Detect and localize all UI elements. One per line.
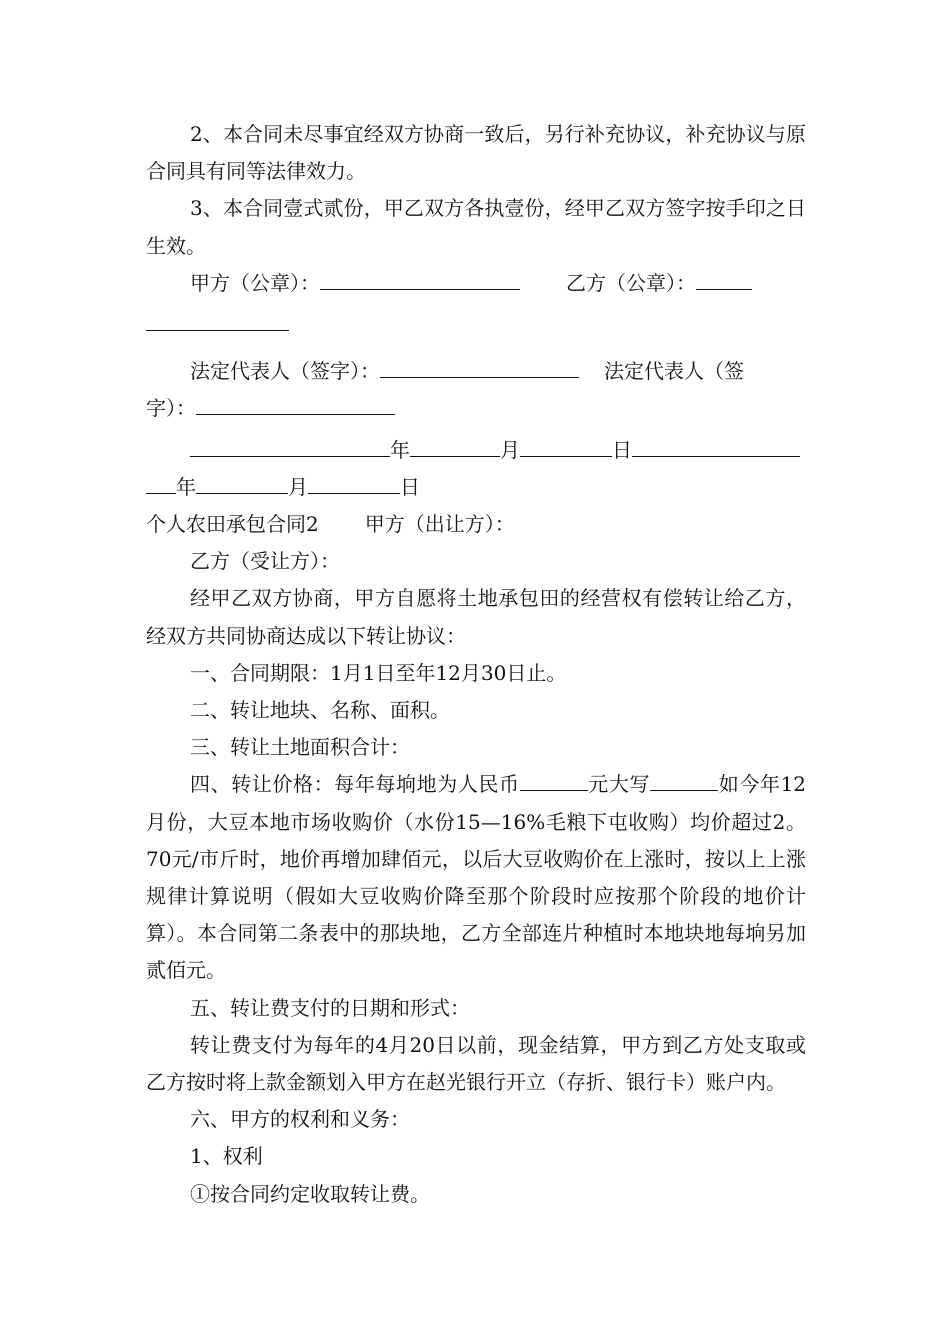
seal-line (146, 265, 806, 302)
clause-term: 一、合同期限：1月1日至年12月30日止。 (190, 660, 567, 685)
rep-line (146, 353, 806, 390)
clause-payment-body: 转让费支付为每年的4月20日以前，现金结算，甲方到乙方处支取或乙方按时将上款金额划入甲方在赵光银行开立（存折、银行卡）账户内。 (146, 1032, 806, 1095)
date-line-cont (146, 469, 806, 506)
contract-title-line (146, 506, 806, 543)
date-year-label: 年 (390, 437, 410, 462)
price-blank-1 (520, 770, 588, 791)
clause-price (146, 766, 806, 989)
date-blank-4 (632, 436, 800, 457)
party-b-rep-blank (196, 394, 395, 415)
paragraph-copies: 3、本合同壹式贰份，甲乙双方各执壹份，经甲乙双方签字按手印之日生效。 (146, 196, 806, 258)
party-a-rep-label: 法定代表人（签字）： (190, 359, 380, 384)
clause-rights-item-1: ①按合同约定收取转让费。 (190, 1181, 430, 1206)
party-b-label: 乙方（受让方）： (190, 549, 340, 574)
party-b-rep-label: 法定代表人（签 (604, 359, 744, 384)
date-day-label-2: 日 (400, 474, 420, 499)
party-b-seal-blank-cont (146, 310, 289, 331)
seal-line-cont (146, 306, 806, 343)
party-a-seal-label: 甲方（公章）： (190, 270, 320, 295)
date-day-label: 日 (612, 437, 632, 462)
clause-rights-heading: 1、权利 (190, 1144, 263, 1169)
rep-line-cont (146, 390, 806, 427)
date-month-label: 月 (500, 437, 520, 462)
date-blank-1 (190, 436, 390, 457)
party-a-label: 甲方（出让方）： (364, 512, 515, 537)
contract-title: 个人农田承包合同2 (146, 512, 319, 537)
clause-payment: 五、转让费支付的日期和形式： (190, 995, 470, 1020)
party-b-seal-blank (696, 269, 752, 290)
document-page (146, 116, 806, 1213)
date-blank-5 (146, 473, 176, 494)
date-month-label-2: 月 (288, 474, 308, 499)
price-blank-2 (650, 770, 718, 791)
date-year-label-2: 年 (176, 474, 196, 499)
party-a-seal-blank (320, 269, 520, 290)
party-a-rep-blank (380, 357, 579, 378)
date-blank-6 (196, 473, 288, 494)
date-blank-3 (520, 436, 612, 457)
clause-party-a-rights: 六、甲方的权利和义务： (190, 1107, 410, 1132)
clause-plot: 二、转让地块、名称、面积。 (190, 698, 450, 723)
paragraph-supplement: 2、本合同未尽事宜经双方协商一致后，另行补充协议，补充协议与原合同具有同等法律效力。 (146, 122, 806, 184)
date-blank-7 (308, 473, 400, 494)
paragraph-intro: 经甲乙双方协商，甲方自愿将土地承包田的经营权有偿转让给乙方，经双方共同协商达成以下转让协议： (146, 586, 806, 648)
date-line (146, 432, 806, 469)
clause-price-mid: 元大写 (587, 772, 651, 797)
clause-price-lead: 四、转让价格：每年每垧地为人民币 (190, 772, 520, 797)
clause-price-rest: 如今年12月份，大豆本地市场收购价（水份15—16%毛粮下屯收购）均价超过2。70元/市斤时，地价再增加肆佰元，以后大豆收购价在上涨时，按以上上涨规律计算说明（假如大豆收购价降至那个阶段时应按那个阶段的地价计算）。本合同第二条表中的那块地，乙方全部连片种植时本地块地每垧另加贰佰元。 (146, 772, 807, 983)
clause-area: 三、转让土地面积合计： (190, 735, 410, 760)
date-blank-2 (410, 436, 500, 457)
party-b-seal-label: 乙方（公章）： (566, 270, 696, 295)
party-b-rep-label-cont: 字）： (146, 396, 196, 421)
